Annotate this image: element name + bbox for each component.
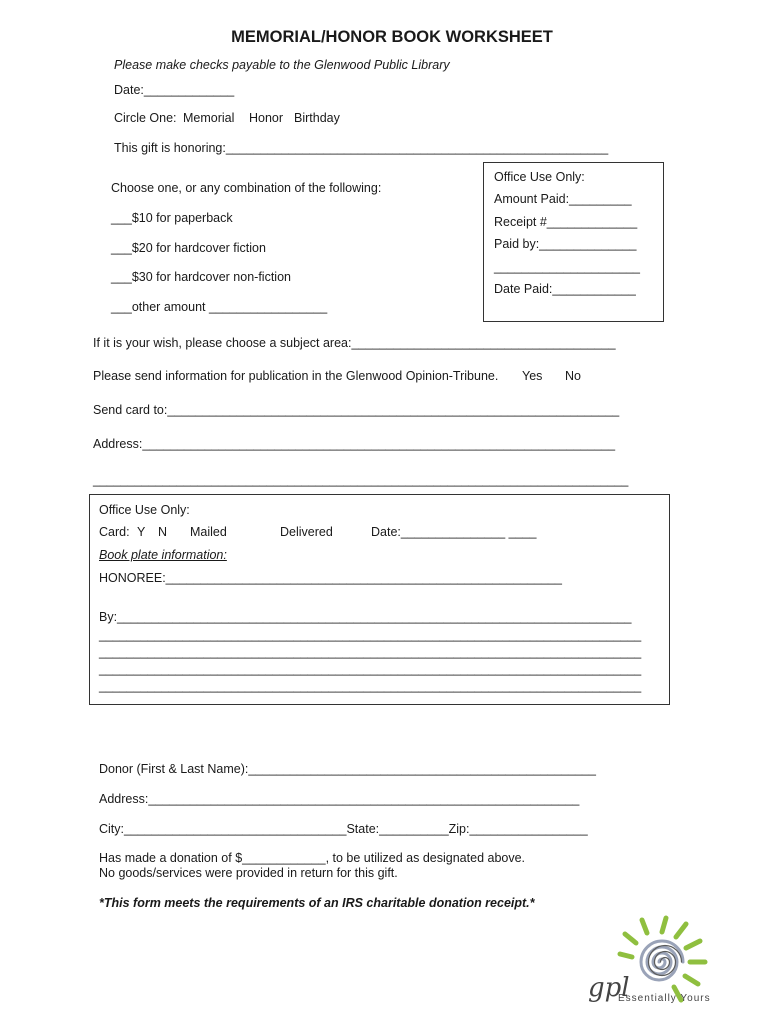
amount-hardcover-nonfiction: ___$30 for hardcover non-fiction [111, 270, 291, 284]
page-title: MEMORIAL/HONOR BOOK WORKSHEET [231, 28, 553, 46]
option-memorial: Memorial [183, 111, 235, 125]
publication-yes: Yes [522, 369, 543, 383]
blank-line: ______________________________________________________________________________ [99, 679, 642, 693]
mailed-label: Mailed [190, 525, 227, 539]
office-date-field: Date:_______________ ____ [371, 525, 537, 539]
card-no: N [158, 525, 168, 539]
blank-line: ______________________________________________________________________________ [99, 628, 642, 642]
logo-initials: gpl [588, 973, 630, 1003]
checks-payable-note: Please make checks payable to the Glenwood Public Library [114, 58, 450, 72]
send-card-field: Send card to:_________________________________________________________________ [93, 403, 620, 417]
office-use-heading: Office Use Only: [494, 170, 585, 184]
date-paid-field: Date Paid:____________ [494, 282, 636, 296]
date-field: Date:_____________ [114, 83, 235, 97]
office-use-heading-2: Office Use Only: [99, 503, 190, 517]
blank-line: ______________________________________________________________________________ [99, 645, 642, 659]
circle-one-label: Circle One: [114, 111, 177, 125]
donor-address-field: Address:______________________________________________________________ [99, 792, 580, 806]
honoree-field: HONOREE:_________________________________________________________ [99, 571, 562, 585]
amount-paperback: ___$10 for paperback [111, 211, 233, 225]
donation-statement: Has made a donation of $____________, to be utilized as designated above. [99, 851, 526, 865]
paid-by-extra-line: _____________________ [494, 260, 640, 274]
card-yes: Y [137, 525, 146, 539]
delivered-label: Delivered [280, 525, 333, 539]
library-logo [584, 910, 724, 1015]
no-goods-statement: No goods/services were provided in return for this gift. [99, 866, 398, 880]
choose-prompt: Choose one, or any combination of the following: [111, 181, 382, 195]
amount-other: ___other amount _________________ [111, 300, 328, 314]
publication-no: No [565, 369, 581, 383]
irs-note: *This form meets the requirements of an IRS charitable donation receipt.* [99, 896, 535, 910]
subject-area-field: If it is your wish, please choose a subject area:______________________________________ [93, 336, 616, 350]
amount-paid-field: Amount Paid:_________ [494, 192, 632, 206]
blank-line: ______________________________________________________________________________ [99, 662, 642, 676]
option-birthday: Birthday [294, 111, 340, 125]
donor-city-state-zip: City:________________________________State:__________Zip:_________________ [99, 822, 588, 836]
by-field: By:__________________________________________________________________________ [99, 610, 632, 624]
book-plate-heading: Book plate information: [99, 548, 227, 562]
logo-tagline: Essentially Yours [618, 993, 711, 1004]
address-field: Address:____________________________________________________________________ [93, 437, 616, 451]
option-honor: Honor [249, 111, 284, 125]
donor-name-field: Donor (First & Last Name):__________________________________________________ [99, 762, 596, 776]
receipt-field: Receipt #_____________ [494, 215, 638, 229]
publication-question: Please send information for publication in the Glenwood Opinion-Tribune. [93, 369, 499, 383]
paid-by-field: Paid by:______________ [494, 237, 637, 251]
gift-honoring-field: This gift is honoring:_______________________________________________________ [114, 141, 609, 155]
card-label: Card: [99, 525, 130, 539]
amount-hardcover-fiction: ___$20 for hardcover fiction [111, 241, 266, 255]
address-continuation-line: _____________________________________________________________________________ [93, 473, 629, 487]
